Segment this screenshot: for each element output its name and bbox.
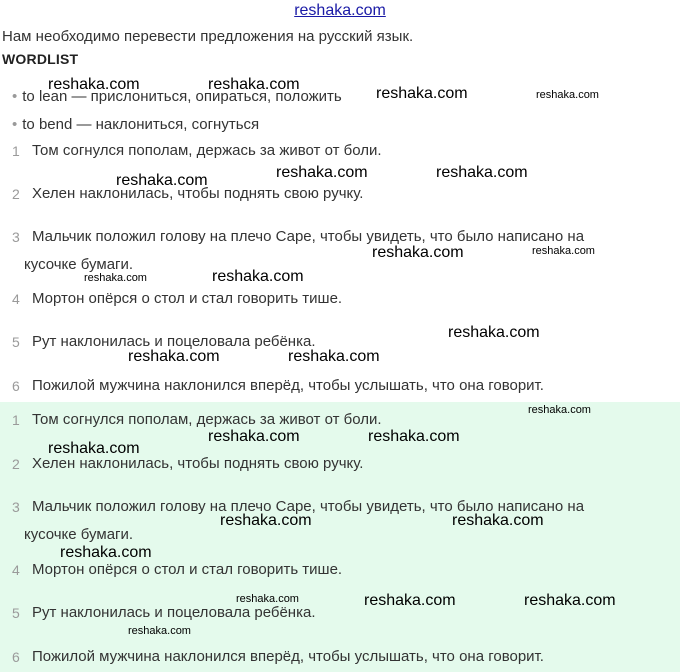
watermark: reshaka.com [532, 245, 595, 257]
answer-number: 6 [12, 649, 20, 665]
watermark: reshaka.com [220, 512, 312, 529]
watermark: reshaka.com [60, 544, 152, 561]
watermark: reshaka.com [212, 268, 304, 285]
sentence-number: 5 [12, 334, 20, 350]
watermark: reshaka.com [288, 348, 380, 365]
watermark: reshaka.com [116, 172, 208, 189]
watermark: reshaka.com [236, 593, 299, 605]
exercise-sentence: Мальчик положил голову на плечо Саре, чтобы увидеть, что было написано на [32, 228, 585, 245]
sentence-number: 4 [12, 291, 20, 307]
watermark: reshaka.com [524, 592, 616, 609]
answer-number: 1 [12, 412, 20, 428]
watermark: reshaka.com [528, 404, 591, 416]
answer-sentence-continuation: кусочке бумаги. [24, 526, 134, 543]
answer-sentence: Том согнулся пополам, держась за живот от боли. [32, 411, 382, 428]
exercise-sentence: Пожилой мужчина наклонился вперёд, чтобы услышать, что она говорит. [32, 377, 544, 394]
answer-number: 5 [12, 605, 20, 621]
exercise-sentence: Рут наклонилась и поцеловала ребёнка. [32, 333, 316, 350]
watermark: reshaka.com [208, 428, 300, 445]
answer-sentence: Мальчик положил голову на плечо Саре, чтобы увидеть, что было написано на [32, 498, 585, 515]
intro-text: Нам необходимо перевести предложения на русский язык. [2, 28, 414, 45]
watermark: reshaka.com [208, 76, 300, 93]
exercise-sentence: Хелен наклонилась, чтобы поднять свою ручку. [32, 185, 364, 202]
watermark: reshaka.com [128, 625, 191, 637]
watermark: reshaka.com [84, 272, 147, 284]
watermark: reshaka.com [536, 89, 599, 101]
exercise-sentence-continuation: кусочке бумаги. [24, 256, 134, 273]
site-link[interactable]: reshaka.com [294, 2, 386, 19]
answer-sentence: Мортон опёрся о стол и стал говорить тише. [32, 561, 343, 578]
exercise-sentence: Том согнулся пополам, держась за живот от боли. [32, 142, 382, 159]
sentence-number: 3 [12, 229, 20, 245]
bullet-icon: • [12, 116, 18, 133]
watermark: reshaka.com [448, 324, 540, 341]
answer-sentence: Пожилой мужчина наклонился вперёд, чтобы услышать, что она говорит. [32, 648, 544, 665]
sentence-number: 6 [12, 378, 20, 394]
wordlist-item: • to lean — прислониться, опираться, положить [12, 88, 342, 105]
watermark: reshaka.com [372, 244, 464, 261]
answer-sentence: Хелен наклонилась, чтобы поднять свою ручку. [32, 455, 364, 472]
wordlist-item: • to bend — наклониться, согнуться [12, 116, 260, 133]
answer-number: 3 [12, 499, 20, 515]
answer-number: 2 [12, 456, 20, 472]
watermark: reshaka.com [48, 76, 140, 93]
watermark: reshaka.com [452, 512, 544, 529]
exercise-sentence: Мортон опёрся о стол и стал говорить тише. [32, 290, 343, 307]
wordlist-heading: WORDLIST [2, 51, 79, 67]
sentence-number: 1 [12, 143, 20, 159]
watermark: reshaka.com [364, 592, 456, 609]
answer-number: 4 [12, 562, 20, 578]
answer-sentence: Рут наклонилась и поцеловала ребёнка. [32, 604, 316, 621]
watermark: reshaka.com [128, 348, 220, 365]
sentence-number: 2 [12, 186, 20, 202]
bullet-icon: • [12, 88, 18, 105]
watermark: reshaka.com [368, 428, 460, 445]
watermark: reshaka.com [48, 440, 140, 457]
watermark: reshaka.com [376, 85, 468, 102]
watermark: reshaka.com [436, 164, 528, 181]
watermark: reshaka.com [276, 164, 368, 181]
